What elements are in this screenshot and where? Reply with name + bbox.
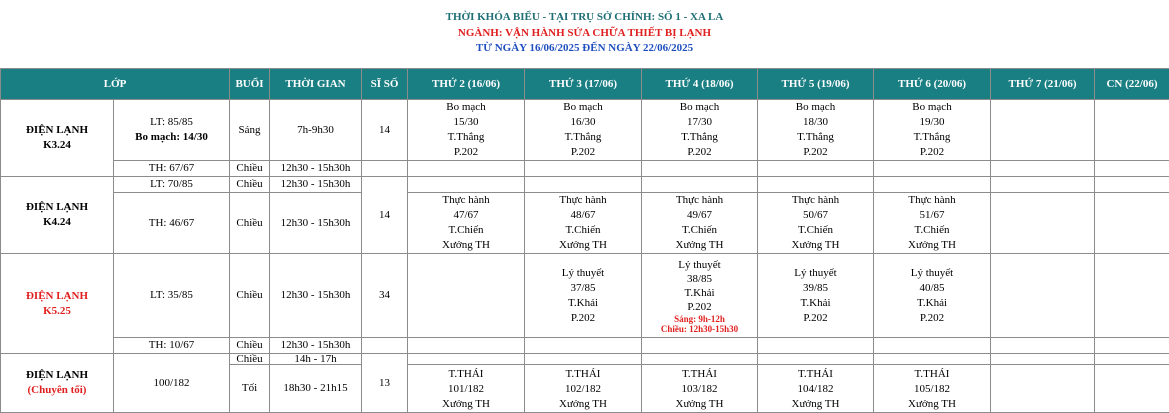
col-lop: LỚP (1, 69, 230, 100)
day-cell (408, 365, 525, 413)
col-thu4: THỨ 4 (18/06) (642, 69, 758, 100)
subject: Bo mạch (758, 100, 873, 115)
th-count: TH: 46/67 (114, 193, 230, 254)
day-cell-empty (1095, 365, 1169, 413)
day-cell (758, 100, 874, 161)
session: Chiều (230, 193, 270, 254)
day-cell-empty (874, 338, 991, 354)
day-cell-empty (1095, 193, 1169, 254)
th-count: TH: 10/67 (114, 338, 230, 354)
progress: 49/67 (642, 208, 757, 223)
teacher: T.THÁI (525, 367, 641, 382)
progress: 15/30 (408, 115, 524, 130)
col-siso: SĨ SỐ (362, 69, 408, 100)
day-cell (874, 193, 991, 254)
note-afternoon: Chiều: 12h30-15h30 (642, 324, 757, 334)
session: Chiều (230, 354, 270, 365)
time: 14h - 17h (270, 354, 362, 365)
headcount: 34 (362, 254, 408, 338)
day-cell-empty (991, 161, 1095, 177)
progress: 19/30 (874, 115, 990, 130)
day-cell-empty (991, 254, 1095, 338)
day-cell-empty (525, 354, 642, 365)
session: Chiều (230, 161, 270, 177)
day-cell-empty (1095, 100, 1169, 161)
day-cell (874, 100, 991, 161)
teacher: T.THÁI (758, 367, 873, 382)
day-cell (874, 365, 991, 413)
day-cell-empty (991, 177, 1095, 193)
session: Tối (230, 365, 270, 413)
progress: 103/182 (642, 382, 757, 397)
subject: Lý thuyết (642, 258, 757, 272)
day-cell-empty (408, 177, 525, 193)
progress: 38/85 (642, 272, 757, 286)
progress: 17/30 (642, 115, 757, 130)
session: Chiều (230, 254, 270, 338)
day-cell (758, 254, 874, 338)
progress: 102/182 (525, 382, 641, 397)
day-cell (642, 100, 758, 161)
day-cell-empty (408, 254, 525, 338)
class-name-line: ĐIỆN LẠNH (1, 289, 113, 304)
day-cell-empty (1095, 338, 1169, 354)
teacher: T.Khải (758, 296, 873, 311)
room: Xưởng TH (758, 397, 873, 412)
room: P.202 (874, 145, 990, 160)
class-code: (Chuyên tối) (1, 383, 113, 398)
headcount: 13 (362, 354, 408, 413)
room: Xưởng TH (525, 397, 641, 412)
day-cell (642, 193, 758, 254)
room: Xưởng TH (408, 397, 524, 412)
headcount-empty (362, 161, 408, 177)
day-cell (758, 193, 874, 254)
col-thu3: THỨ 3 (17/06) (525, 69, 642, 100)
progress: 16/30 (525, 115, 641, 130)
bomach-count: Bo mạch: 14/30 (114, 130, 229, 145)
lt-count: LT: 35/85 (114, 254, 230, 338)
room: Xưởng TH (408, 238, 524, 253)
day-cell-empty (1095, 161, 1169, 177)
time: 12h30 - 15h30h (270, 193, 362, 254)
room: Xưởng TH (874, 397, 990, 412)
teacher: T.Chiến (642, 223, 757, 238)
day-cell-empty (408, 161, 525, 177)
headcount-empty (362, 338, 408, 354)
room: Xưởng TH (642, 397, 757, 412)
lt-count: LT: 85/85 (114, 115, 229, 130)
class-name-line: ĐIỆN LẠNH (1, 368, 113, 383)
day-cell (874, 254, 991, 338)
day-cell (525, 365, 642, 413)
day-cell-empty (642, 354, 758, 365)
day-cell-empty (642, 338, 758, 354)
teacher: T.Thắng (408, 130, 524, 145)
class-code: K4.24 (1, 215, 113, 230)
schedule-title: THỜI KHÓA BIỂU - TẠI TRỤ SỞ CHÍNH: SỐ 1 - XA LA (0, 11, 1169, 23)
class-code: K3.24 (1, 138, 113, 153)
class-name-line: ĐIỆN LẠNH (1, 123, 113, 138)
day-cell-empty (408, 354, 525, 365)
progress: 51/67 (874, 208, 990, 223)
day-cell-empty (525, 338, 642, 354)
room: P.202 (758, 145, 873, 160)
day-cell-empty (642, 177, 758, 193)
class-stats (114, 100, 230, 161)
teacher: T.Thắng (758, 130, 873, 145)
day-cell-empty (991, 354, 1095, 365)
teacher: T.Khải (874, 296, 990, 311)
teacher: T.THÁI (642, 367, 757, 382)
progress: 18/30 (758, 115, 873, 130)
subject: Bo mạch (874, 100, 990, 115)
room: Xưởng TH (874, 238, 990, 253)
header-row (1, 69, 1169, 100)
session: Chiều (230, 177, 270, 193)
subject: Thực hành (874, 193, 990, 208)
progress: 101/182 (408, 382, 524, 397)
subject: Bo mạch (408, 100, 524, 115)
table-row (1, 354, 1169, 365)
progress: 39/85 (758, 281, 873, 296)
table-row (1, 177, 1169, 193)
day-cell (408, 193, 525, 254)
room: P.202 (408, 145, 524, 160)
teacher: T.Thắng (525, 130, 641, 145)
teacher: T.Thắng (642, 130, 757, 145)
col-thu2: THỨ 2 (16/06) (408, 69, 525, 100)
class-name (1, 100, 114, 177)
table-row (1, 100, 1169, 161)
session: Chiều (230, 338, 270, 354)
room: P.202 (874, 311, 990, 326)
progress: 50/67 (758, 208, 873, 223)
day-cell-empty (1095, 354, 1169, 365)
subject: Thực hành (525, 193, 641, 208)
day-cell-empty (874, 354, 991, 365)
day-cell-empty (991, 193, 1095, 254)
col-thu7: THỨ 7 (21/06) (991, 69, 1095, 100)
progress: 48/67 (525, 208, 641, 223)
day-cell-empty (642, 161, 758, 177)
subject: Thực hành (642, 193, 757, 208)
room: P.202 (525, 145, 641, 160)
teacher: T.Thắng (874, 130, 990, 145)
time: 12h30 - 15h30h (270, 254, 362, 338)
headcount: 14 (362, 177, 408, 254)
room: P.202 (525, 311, 641, 326)
progress: 37/85 (525, 281, 641, 296)
class-name (1, 177, 114, 254)
subject: Bo mạch (525, 100, 641, 115)
table-row (1, 193, 1169, 254)
day-cell-empty (991, 365, 1095, 413)
progress: 47/67 (408, 208, 524, 223)
day-cell (525, 100, 642, 161)
room: P.202 (642, 300, 757, 314)
day-cell-empty (991, 338, 1095, 354)
day-cell-empty (1095, 254, 1169, 338)
col-buoi: BUỔI (230, 69, 270, 100)
lt-count: LT: 70/85 (114, 177, 230, 193)
day-cell (525, 254, 642, 338)
table-row (1, 338, 1169, 354)
teacher: T.THÁI (408, 367, 524, 382)
teacher: T.Chiến (874, 223, 990, 238)
room: P.202 (758, 311, 873, 326)
progress: 104/182 (758, 382, 873, 397)
day-cell-empty (758, 161, 874, 177)
subject: Lý thuyết (758, 266, 873, 281)
time: 12h30 - 15h30h (270, 161, 362, 177)
teacher: T.Khải (642, 286, 757, 300)
time: 7h-9h30 (270, 100, 362, 161)
room: Xưởng TH (642, 238, 757, 253)
note-morning: Sáng: 9h-12h (642, 314, 757, 324)
col-thu6: THỨ 6 (20/06) (874, 69, 991, 100)
headcount: 14 (362, 100, 408, 161)
col-cn: CN (22/06) (1095, 69, 1169, 100)
date-range: TỪ NGÀY 16/06/2025 ĐẾN NGÀY 22/06/2025 (0, 42, 1169, 54)
col-thu5: THỨ 5 (19/06) (758, 69, 874, 100)
class-code: K5.25 (1, 304, 113, 319)
day-cell-empty (874, 161, 991, 177)
progress: 40/85 (874, 281, 990, 296)
subject: Thực hành (758, 193, 873, 208)
day-cell (525, 193, 642, 254)
class-name (1, 254, 114, 354)
room: Xưởng TH (525, 238, 641, 253)
subject: Thực hành (408, 193, 524, 208)
th-count: TH: 67/67 (114, 161, 230, 177)
day-cell-empty (758, 354, 874, 365)
col-thoigian: THỜI GIAN (270, 69, 362, 100)
teacher: T.Chiến (758, 223, 873, 238)
table-row (1, 161, 1169, 177)
day-cell-empty (1095, 177, 1169, 193)
day-cell-empty (874, 177, 991, 193)
day-cell-empty (525, 161, 642, 177)
major-title: NGÀNH: VẬN HÀNH SỬA CHỮA THIẾT BỊ LẠNH (0, 27, 1169, 39)
teacher: T.Chiến (525, 223, 641, 238)
subject: Bo mạch (642, 100, 757, 115)
day-cell (642, 254, 758, 338)
room: P.202 (642, 145, 757, 160)
session: Sáng (230, 100, 270, 161)
class-count: 100/182 (114, 354, 230, 413)
time: 18h30 - 21h15 (270, 365, 362, 413)
class-name-line: ĐIỆN LẠNH (1, 200, 113, 215)
day-cell (758, 365, 874, 413)
day-cell (642, 365, 758, 413)
time: 12h30 - 15h30h (270, 338, 362, 354)
table-row (1, 254, 1169, 338)
teacher: T.Chiến (408, 223, 524, 238)
day-cell-empty (758, 338, 874, 354)
teacher: T.Khải (525, 296, 641, 311)
room: Xưởng TH (758, 238, 873, 253)
subject: Lý thuyết (874, 266, 990, 281)
time: 12h30 - 15h30h (270, 177, 362, 193)
day-cell-empty (991, 100, 1095, 161)
teacher: T.THÁI (874, 367, 990, 382)
day-cell (408, 100, 525, 161)
class-name (1, 354, 114, 413)
timetable (0, 68, 1169, 413)
day-cell-empty (408, 338, 525, 354)
subject: Lý thuyết (525, 266, 641, 281)
progress: 105/182 (874, 382, 990, 397)
day-cell-empty (525, 177, 642, 193)
day-cell-empty (758, 177, 874, 193)
